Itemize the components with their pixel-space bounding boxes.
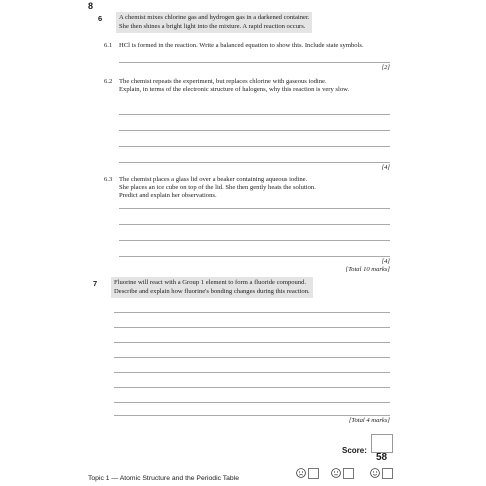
topic-footer: Topic 1 — Atomic Structure and the Periodic Table (88, 475, 239, 482)
page-score-number: 58 (376, 452, 388, 463)
part-6-2-label: 6.2 (104, 78, 113, 85)
answer-line[interactable] (119, 62, 390, 63)
question-7-intro (111, 277, 313, 298)
question-6-number: 6 (98, 14, 103, 23)
answer-line[interactable] (119, 208, 390, 209)
question-7-intro-line: Fluorine will react with a Group 1 element to form a fluoride compound. (114, 279, 307, 286)
question-6-total: [Total 10 marks] (345, 266, 390, 273)
answer-line[interactable] (114, 415, 390, 416)
neutral-tick-box[interactable] (343, 468, 354, 479)
answer-line[interactable] (119, 162, 390, 163)
answer-line[interactable] (119, 130, 390, 131)
answer-line[interactable] (119, 224, 390, 225)
part-6-1-text: HCl is formed in the reaction. Write a balanced equation to show this. Include state symbols. (119, 42, 364, 49)
part-6-2-text-line-2: Explain, in terms of the electronic structure of halogens, why this reaction is very slow. (119, 86, 350, 93)
part-6-3-text-line-1: The chemist places a glass lid over a beaker containing aqueous iodine. (119, 176, 308, 183)
answer-line[interactable] (114, 357, 390, 358)
question-7-intro-line: Describe and explain how fluorine's bonding changes during this reaction. (114, 288, 310, 295)
page-number: 8 (88, 1, 94, 11)
question-6-intro-line: She then shines a bright light into the mixture. A rapid reaction occurs. (119, 23, 306, 30)
score-box[interactable] (371, 434, 393, 453)
answer-line[interactable] (119, 256, 390, 257)
part-6-3-text-line-2: She places an ice cube on top of the lid. She then gently heats the solution. (119, 184, 316, 191)
answer-line[interactable] (114, 402, 390, 403)
question-7-total: [Total 4 marks] (348, 417, 390, 424)
question-7-number: 7 (93, 279, 98, 288)
part-6-3-text-line-3: Predict and explain her observations. (119, 192, 217, 199)
sad-face-icon (296, 468, 306, 478)
part-6-1-marks: [2] (381, 64, 390, 71)
answer-line[interactable] (119, 240, 390, 241)
sad-tick-box[interactable] (308, 468, 319, 479)
happy-tick-box[interactable] (382, 468, 393, 479)
answer-line[interactable] (114, 387, 390, 388)
question-6-intro (116, 12, 312, 33)
part-6-2-marks: [4] (381, 164, 390, 171)
answer-line[interactable] (114, 342, 390, 343)
answer-line[interactable] (114, 327, 390, 328)
score-label: Score: (342, 446, 367, 455)
part-6-1-label: 6.1 (104, 42, 113, 49)
answer-line[interactable] (114, 312, 390, 313)
neutral-face-icon (331, 468, 341, 478)
question-6-intro-line: A chemist mixes chlorine gas and hydrogen gas in a darkened container. (119, 14, 310, 21)
happy-face-icon (370, 468, 380, 478)
answer-line[interactable] (119, 146, 390, 147)
part-6-3-marks: [4] (381, 258, 390, 265)
part-6-3-label: 6.3 (104, 176, 113, 183)
part-6-2-text-line-1: The chemist repeats the experiment, but replaces chlorine with gaseous iodine. (119, 78, 327, 85)
answer-line[interactable] (119, 114, 390, 115)
answer-line[interactable] (114, 372, 390, 373)
